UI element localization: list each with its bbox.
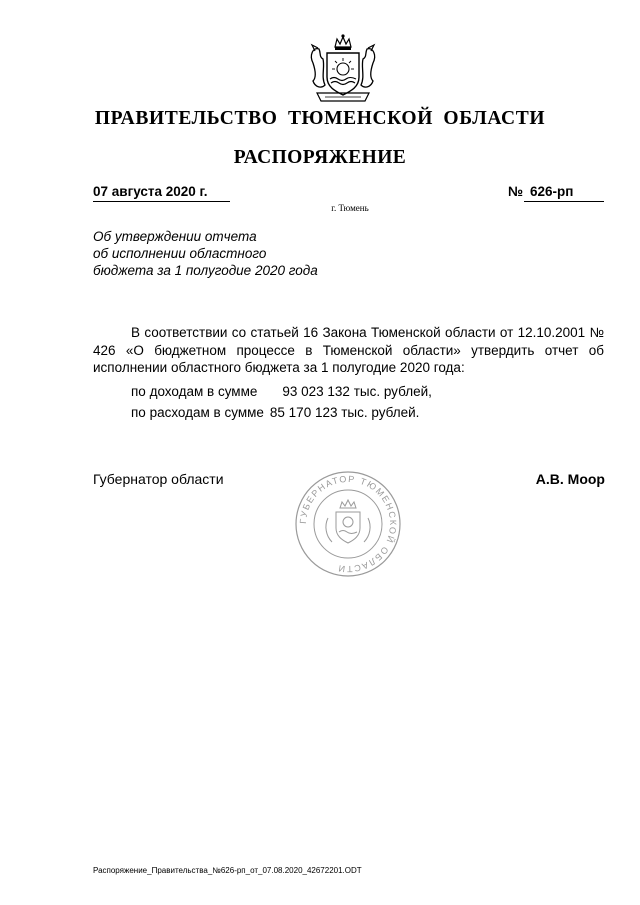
signatory-position: Губернатор области [93,471,224,487]
svg-text:ГУБЕРНАТОР ТЮМЕНСКОЙ ОБЛАСТИ [298,474,398,574]
government-title: ПРАВИТЕЛЬСТВО ТЮМЕНСКОЙ ОБЛАСТИ [94,108,546,129]
seal-text: ГУБЕРНАТОР ТЮМЕНСКОЙ ОБЛАСТИ [297,473,399,575]
income-amount: 93 023 132 тыс. рублей, [282,384,432,399]
number-sign: № [508,184,524,199]
expense-label: по расходам в сумме [131,405,264,420]
income-item [131,384,432,399]
document-type: РАСПОРЯЖЕНИЕ [233,147,407,168]
document-date: 07 августа 2020 г. [93,184,208,199]
subject-line: Об утверждении отчета [93,229,257,244]
subject-line: об исполнении областного [93,246,267,261]
document-number: 626-рп [530,184,574,199]
expense-amount: 85 170 123 тыс. рублей. [269,405,420,420]
date-underline [93,201,230,202]
official-seal-icon [294,470,402,578]
document-city: г. Тюмень [331,203,369,213]
footer-filename: Распоряжение_Правительства_№626-рп_от_07.08.2020_42672201.ODT [93,866,362,875]
expense-item [131,405,419,420]
subject-line: бюджета за 1 полугодие 2020 года [93,263,318,278]
body-paragraph: В соответствии со статьей 16 Закона Тюменской области от 12.10.2001 № 426 «О бюджетном процессе в Тюменской области» утвердить отчет об исполнении областного бюджета за 1 полугодие 2020 года: [93,325,604,375]
signatory-name: А.В. Моор [535,471,605,487]
income-label: по доходам в сумме [131,384,258,399]
number-underline [524,201,604,202]
coat-of-arms-icon [303,33,383,107]
document-subject [93,228,318,279]
